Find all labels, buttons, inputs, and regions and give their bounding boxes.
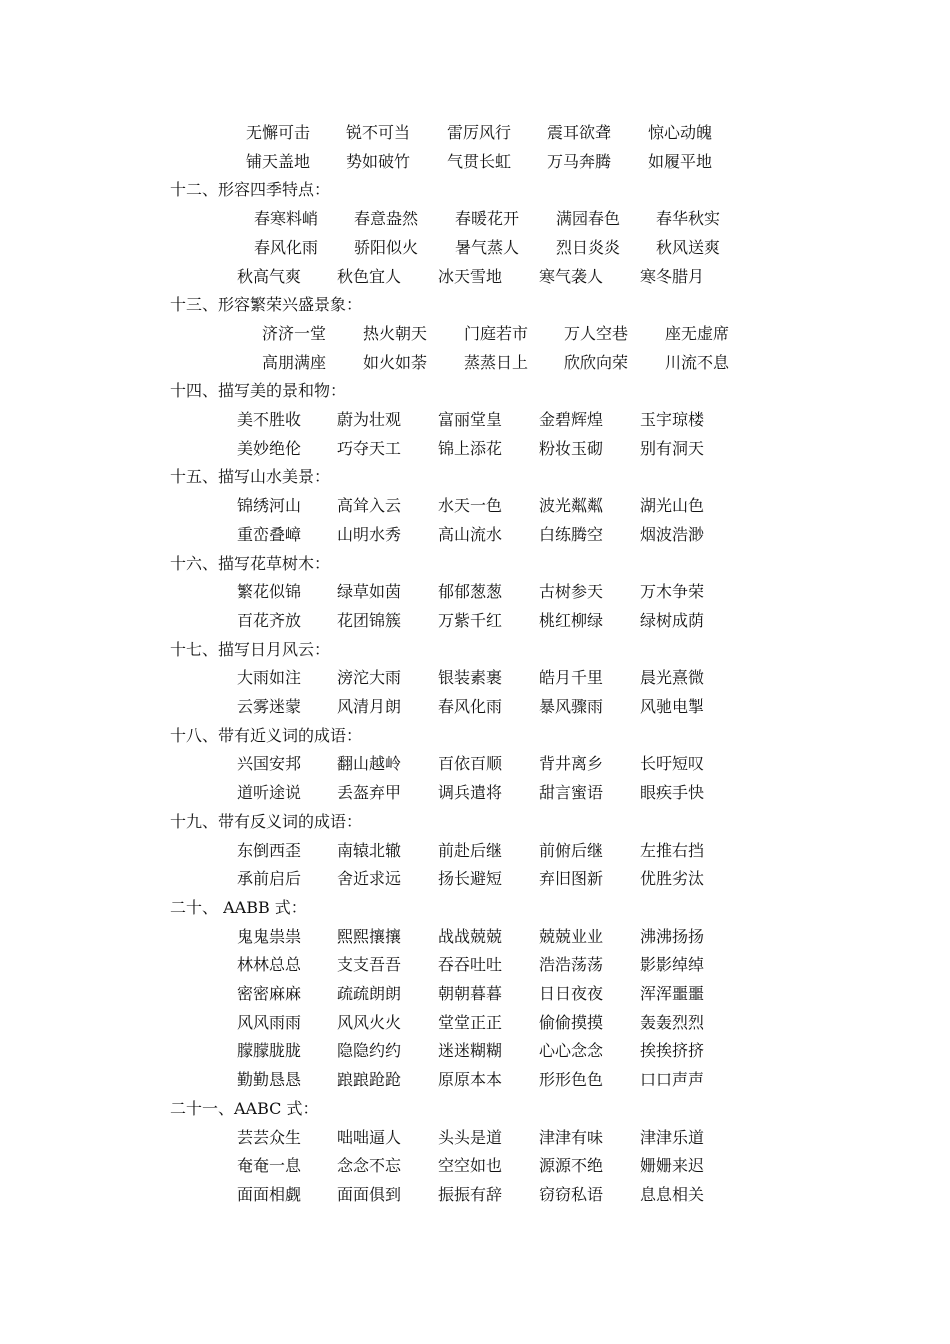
section-heading: 十五、描写山水美景： [170,467,331,487]
idiom-item: 念念不忘 [337,1156,402,1176]
idiom-item: 铺天盖地 [246,151,311,171]
idiom-item: 支支吾吾 [337,955,402,975]
idiom-item: 踉踉跄跄 [337,1070,402,1090]
idiom-item: 锦绣河山 [237,496,302,516]
idiom-item: 玉宇琼楼 [640,410,705,429]
section-heading: 二十、 AABB 式： [170,897,307,917]
idiom-item: 锐不可当 [346,123,411,142]
idiom-item: 暴风骤雨 [539,697,604,716]
idiom-item: 别有洞天 [640,438,705,458]
idiom-item: 南辕北辙 [337,840,402,860]
idiom-item: 无懈可击 [246,123,311,142]
idiom-item: 空空如也 [438,1156,503,1176]
idiom-item: 林林总总 [237,955,302,975]
idiom-item: 湖光山色 [640,496,705,516]
idiom-item: 原原本本 [438,1070,503,1090]
idiom-item: 烟波浩渺 [640,524,705,544]
idiom-item: 美妙绝伦 [237,438,302,458]
idiom-item: 桃红柳绿 [539,610,604,630]
idiom-item: 波光粼粼 [539,496,604,516]
idiom-item: 万紫千红 [438,610,503,630]
idiom-item: 道听途说 [237,783,302,803]
idiom-item: 风风雨雨 [237,1012,302,1032]
section-heading: 二十一、AABC 式： [170,1098,319,1118]
idiom-item: 长吁短叹 [640,754,705,774]
idiom-item: 舍近求远 [337,869,402,889]
section-heading: 十四、描写美的景和物： [170,381,347,401]
idiom-item: 气贯长虹 [447,151,512,171]
idiom-item: 高山流水 [438,524,503,544]
idiom-item: 翻山越岭 [337,754,402,774]
idiom-item: 春意盎然 [354,209,419,229]
idiom-item: 大雨如注 [237,668,302,688]
idiom-item: 弃旧图新 [539,869,604,889]
idiom-item: 芸芸众生 [237,1127,302,1147]
idiom-item: 左推右挡 [640,840,705,860]
idiom-item: 扬长避短 [438,869,503,889]
section-heading: 十二、形容四季特点： [170,180,331,200]
idiom-item: 如火如荼 [363,352,428,372]
idiom-item: 锦上添花 [438,438,503,458]
idiom-item: 寒气袭人 [539,266,604,286]
idiom-item: 川流不息 [665,352,730,372]
idiom-item: 座无虚席 [665,323,730,343]
idiom-item: 前俯后继 [539,840,604,860]
idiom-item: 兴国安邦 [237,754,302,774]
idiom-item: 热火朝天 [363,323,428,343]
idiom-item: 奄奄一息 [237,1156,302,1176]
idiom-item: 春华秋实 [656,209,721,229]
idiom-item: 眼疾手快 [640,783,705,803]
idiom-item: 心心念念 [539,1041,604,1061]
idiom-item: 冰天雪地 [438,266,503,286]
idiom-item: 晨光熹微 [640,668,705,688]
idiom-item: 咄咄逼人 [337,1127,402,1147]
idiom-item: 云雾迷蒙 [237,697,302,716]
idiom-item: 迷迷糊糊 [438,1041,503,1061]
idiom-item: 朦朦胧胧 [237,1041,302,1061]
idiom-item: 高朋满座 [262,352,327,372]
idiom-item: 济济一堂 [262,323,327,343]
idiom-item: 隐隐约约 [337,1041,402,1061]
idiom-item: 秋高气爽 [237,266,302,286]
section-heading: 十六、描写花草树木： [170,553,331,573]
idiom-item: 皓月千里 [539,668,604,688]
idiom-item: 口口声声 [640,1070,705,1090]
idiom-item: 春暖花开 [455,209,520,229]
idiom-item: 惊心动魄 [648,123,713,142]
idiom-item: 郁郁葱葱 [438,582,503,602]
idiom-item: 巧夺天工 [337,438,402,458]
idiom-item: 万人空巷 [564,323,629,343]
idiom-item: 浑浑噩噩 [640,984,705,1003]
idiom-item: 鬼鬼祟祟 [237,926,302,946]
idiom-item: 偷偷摸摸 [539,1012,604,1032]
idiom-item: 蒸蒸日上 [464,352,529,372]
idiom-item: 百依百顺 [438,754,503,774]
idiom-item: 满园春色 [556,209,621,229]
idiom-item: 吞吞吐吐 [438,955,503,975]
idiom-item: 花团锦簇 [337,610,402,630]
idiom-item: 源源不绝 [539,1156,604,1176]
idiom-item: 美不胜收 [237,410,302,429]
idiom-item: 兢兢业业 [539,926,604,946]
section-heading: 十七、描写日月风云： [170,639,331,659]
idiom-item: 烈日炎炎 [556,237,621,257]
section-heading: 十九、带有反义词的成语： [170,811,363,831]
idiom-item: 挨挨挤挤 [640,1041,705,1061]
idiom-item: 绿草如茵 [337,582,402,602]
idiom-item: 寒冬腊月 [640,266,705,286]
idiom-item: 欣欣向荣 [564,352,629,372]
idiom-item: 朝朝暮暮 [438,984,503,1003]
idiom-item: 息息相关 [640,1184,705,1204]
idiom-item: 春风化雨 [438,697,503,716]
idiom-item: 雷厉风行 [447,123,512,142]
idiom-item: 面面俱到 [337,1184,402,1204]
idiom-item: 东倒西歪 [237,840,302,860]
idiom-item: 风风火火 [337,1012,402,1032]
idiom-item: 震耳欲聋 [547,123,612,142]
idiom-item: 繁花似锦 [237,582,302,602]
idiom-item: 面面相觑 [237,1184,302,1204]
idiom-item: 勤勤恳恳 [237,1070,302,1090]
idiom-item: 调兵遣将 [438,783,503,803]
idiom-item: 战战兢兢 [438,926,503,946]
idiom-item: 重峦叠嶂 [237,524,302,544]
idiom-item: 津津有味 [539,1127,604,1147]
idiom-item: 绿树成荫 [640,610,705,630]
idiom-item: 浩浩荡荡 [539,955,604,975]
idiom-item: 头头是道 [438,1127,503,1147]
idiom-item: 日日夜夜 [539,984,604,1003]
idiom-item: 门庭若市 [464,323,529,343]
idiom-item: 形形色色 [539,1070,604,1090]
idiom-item: 高耸入云 [337,496,402,516]
idiom-item: 优胜劣汰 [640,869,705,889]
idiom-item: 水天一色 [438,496,503,516]
idiom-item: 密密麻麻 [237,984,302,1003]
idiom-item: 如履平地 [648,151,713,171]
idiom-item: 白练腾空 [539,524,604,544]
section-heading: 十三、形容繁荣兴盛景象： [170,295,363,315]
idiom-item: 振振有辞 [438,1184,503,1204]
idiom-item: 势如破竹 [346,151,411,171]
idiom-item: 背井离乡 [539,754,604,774]
idiom-item: 山明水秀 [337,524,402,544]
idiom-item: 风驰电掣 [640,697,705,716]
idiom-item: 影影绰绰 [640,955,705,975]
idiom-item: 堂堂正正 [438,1012,503,1032]
idiom-item: 姗姗来迟 [640,1156,705,1176]
idiom-item: 津津乐道 [640,1127,705,1147]
idiom-item: 骄阳似火 [354,237,419,257]
idiom-item: 万木争荣 [640,582,705,602]
idiom-item: 春寒料峭 [254,209,319,229]
idiom-item: 承前启后 [237,869,302,889]
idiom-item: 蔚为壮观 [337,410,402,429]
idiom-item: 古树参天 [539,582,604,602]
idiom-item: 万马奔腾 [547,151,612,171]
idiom-item: 春风化雨 [254,237,319,257]
idiom-item: 熙熙攘攘 [337,926,402,946]
idiom-item: 富丽堂皇 [438,410,503,429]
idiom-item: 疏疏朗朗 [337,984,402,1003]
idiom-item: 秋风送爽 [656,237,721,257]
idiom-item: 百花齐放 [237,610,302,630]
idiom-item: 金碧辉煌 [539,410,604,429]
idiom-item: 秋色宜人 [337,266,402,286]
idiom-item: 沸沸扬扬 [640,926,705,946]
idiom-item: 丢盔弃甲 [337,783,402,803]
section-heading: 十八、带有近义词的成语： [170,725,363,745]
idiom-item: 甜言蜜语 [539,783,604,803]
idiom-item: 窃窃私语 [539,1184,604,1204]
idiom-item: 粉妆玉砌 [539,438,604,458]
idiom-item: 风清月朗 [337,697,402,716]
idiom-item: 银装素裹 [438,668,503,688]
idiom-item: 轰轰烈烈 [640,1012,705,1032]
idiom-item: 前赴后继 [438,840,503,860]
idiom-item: 暑气蒸人 [455,237,520,257]
idiom-item: 滂沱大雨 [337,668,402,688]
